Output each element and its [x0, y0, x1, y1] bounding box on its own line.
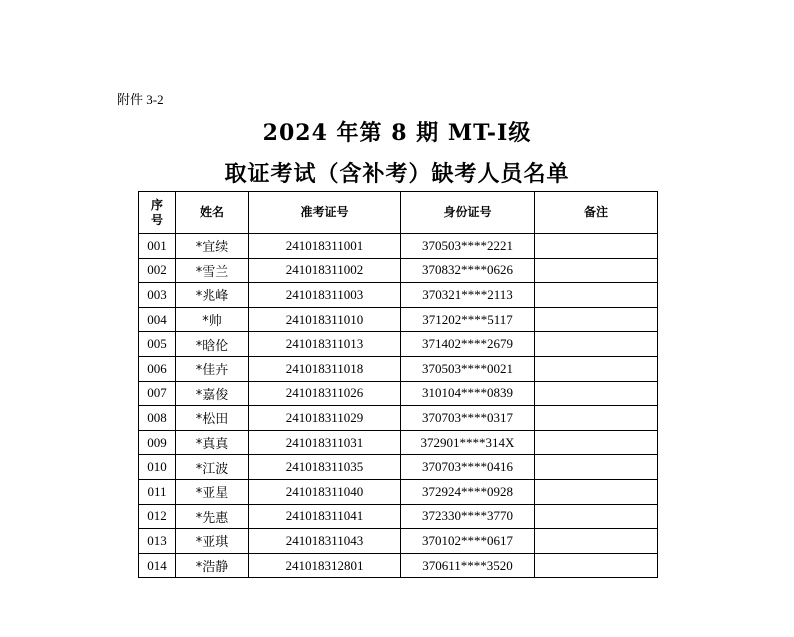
cell-id-no: 372924****0928 — [401, 479, 535, 504]
cell-remark — [535, 381, 658, 406]
table-row — [139, 529, 658, 554]
table-row — [139, 504, 658, 529]
absentee-table — [138, 191, 658, 578]
cell-name: *先惠 — [176, 504, 249, 529]
cell-remark — [535, 455, 658, 480]
cell-seq: 010 — [139, 455, 176, 480]
table-row — [139, 307, 658, 332]
cell-name: *松田 — [176, 406, 249, 431]
cell-seq: 001 — [139, 234, 176, 259]
cell-remark — [535, 406, 658, 431]
cell-seq: 006 — [139, 356, 176, 381]
table-row — [139, 430, 658, 455]
cell-exam-no: 241018311029 — [249, 406, 401, 431]
cell-remark — [535, 356, 658, 381]
cell-remark — [535, 529, 658, 554]
document-title: 2024 年第 8 期 MT-Ⅰ级 — [262, 120, 532, 146]
cell-exam-no: 241018311031 — [249, 430, 401, 455]
cell-id-no: 371402****2679 — [401, 332, 535, 357]
table-row — [139, 356, 658, 381]
header-name: 姓名 — [176, 192, 249, 234]
cell-name: *兆峰 — [176, 283, 249, 308]
table-row — [139, 283, 658, 308]
cell-remark — [535, 258, 658, 283]
cell-remark — [535, 504, 658, 529]
table-row — [139, 234, 658, 259]
cell-exam-no: 241018311026 — [249, 381, 401, 406]
cell-seq: 008 — [139, 406, 176, 431]
table-header-row — [139, 192, 658, 234]
cell-id-no: 372330****3770 — [401, 504, 535, 529]
cell-id-no: 310104****0839 — [401, 381, 535, 406]
header-remark: 备注 — [535, 192, 658, 234]
cell-remark — [535, 283, 658, 308]
cell-name: *亚琪 — [176, 529, 249, 554]
cell-name: *帅 — [176, 307, 249, 332]
cell-name: *真真 — [176, 430, 249, 455]
cell-seq: 003 — [139, 283, 176, 308]
cell-name: *佳卉 — [176, 356, 249, 381]
cell-exam-no: 241018312801 — [249, 553, 401, 578]
cell-seq: 002 — [139, 258, 176, 283]
cell-remark — [535, 234, 658, 259]
table-row — [139, 258, 658, 283]
table-row — [139, 332, 658, 357]
cell-exam-no: 241018311001 — [249, 234, 401, 259]
cell-exam-no: 241018311003 — [249, 283, 401, 308]
cell-name: *江波 — [176, 455, 249, 480]
cell-id-no: 370832****0626 — [401, 258, 535, 283]
header-exam-no: 准考证号 — [249, 192, 401, 234]
cell-seq: 004 — [139, 307, 176, 332]
cell-remark — [535, 430, 658, 455]
cell-exam-no: 241018311010 — [249, 307, 401, 332]
cell-exam-no: 241018311041 — [249, 504, 401, 529]
table-row — [139, 406, 658, 431]
cell-seq: 011 — [139, 479, 176, 504]
document-subtitle: 取证考试（含补考）缺考人员名单 — [224, 161, 570, 187]
table-body — [139, 234, 658, 578]
cell-exam-no: 241018311035 — [249, 455, 401, 480]
cell-id-no: 370503****0021 — [401, 356, 535, 381]
cell-exam-no: 241018311043 — [249, 529, 401, 554]
cell-name: *亚星 — [176, 479, 249, 504]
table-row — [139, 455, 658, 480]
cell-remark — [535, 332, 658, 357]
table-row — [139, 381, 658, 406]
table-row — [139, 479, 658, 504]
cell-seq: 014 — [139, 553, 176, 578]
cell-remark — [535, 553, 658, 578]
cell-seq: 012 — [139, 504, 176, 529]
table-row — [139, 553, 658, 578]
cell-remark — [535, 307, 658, 332]
cell-id-no: 372901****314X — [401, 430, 535, 455]
header-seq: 序号 — [139, 192, 176, 234]
cell-id-no: 370321****2113 — [401, 283, 535, 308]
cell-seq: 013 — [139, 529, 176, 554]
cell-exam-no: 241018311013 — [249, 332, 401, 357]
cell-name: *浩静 — [176, 553, 249, 578]
cell-seq: 009 — [139, 430, 176, 455]
cell-id-no: 370503****2221 — [401, 234, 535, 259]
attachment-label: 附件 3-2 — [117, 92, 164, 107]
cell-seq: 005 — [139, 332, 176, 357]
cell-id-no: 371202****5117 — [401, 307, 535, 332]
cell-exam-no: 241018311018 — [249, 356, 401, 381]
header-id-no: 身份证号 — [401, 192, 535, 234]
cell-id-no: 370611****3520 — [401, 553, 535, 578]
cell-name: *晗伦 — [176, 332, 249, 357]
cell-exam-no: 241018311040 — [249, 479, 401, 504]
cell-id-no: 370703****0317 — [401, 406, 535, 431]
cell-id-no: 370703****0416 — [401, 455, 535, 480]
cell-id-no: 370102****0617 — [401, 529, 535, 554]
cell-name: *嘉俊 — [176, 381, 249, 406]
cell-name: *宜续 — [176, 234, 249, 259]
cell-remark — [535, 479, 658, 504]
cell-seq: 007 — [139, 381, 176, 406]
cell-exam-no: 241018311002 — [249, 258, 401, 283]
cell-name: *雪兰 — [176, 258, 249, 283]
